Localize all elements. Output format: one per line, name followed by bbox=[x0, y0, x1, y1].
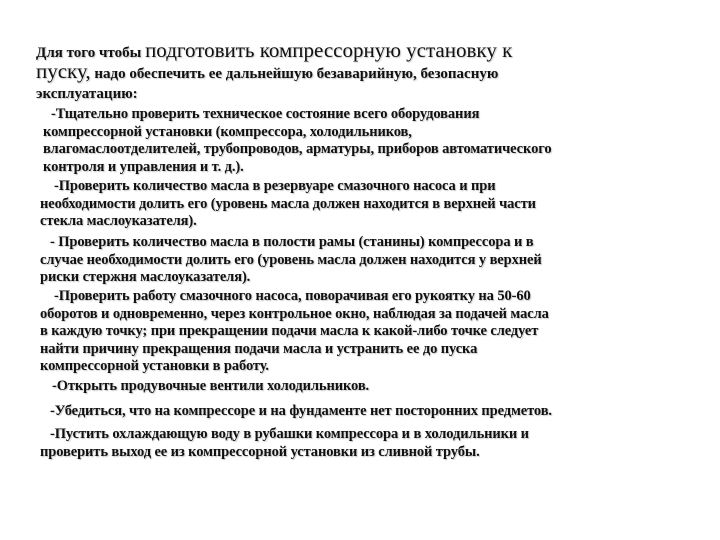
list-item-line: -Проверить количество масла в резервуаре смазочного насоса и при bbox=[54, 178, 496, 194]
intro-line-1 bbox=[36, 40, 512, 63]
intro-line-2-rest: надо обеспечить ее дальнейшую безаварийную, безопасную bbox=[90, 66, 499, 82]
intro-prefix: Для того чтобы bbox=[36, 45, 146, 61]
list-item-line: - Проверить количество масла в полости рамы (станины) компрессора и в bbox=[50, 234, 534, 250]
list-item-line: влагомаслоотделителей, трубопроводов, арматуры, приборов автоматического bbox=[43, 141, 552, 157]
list-item bbox=[40, 426, 529, 461]
list-item bbox=[40, 234, 542, 287]
intro-highlight: подготовить компрессорную установку к bbox=[145, 38, 513, 62]
list-item-line: риски стержня маслоуказателя). bbox=[40, 269, 251, 285]
list-item-line: -Пустить охлаждающую воду в рубашки компрессора и в холодильники и bbox=[50, 426, 529, 442]
list-item-line: случае необходимости долить его (уровень масла должен находится у верхней bbox=[40, 251, 542, 268]
list-item bbox=[40, 288, 549, 376]
list-item-line: -Тщательно проверить техническое состояние всего оборудования bbox=[51, 106, 480, 122]
intro-line-3: эксплуатацию: bbox=[36, 86, 138, 102]
intro-highlight-end: пуску, bbox=[36, 59, 91, 83]
list-item-line: -Открыть продувочные вентили холодильников. bbox=[52, 378, 370, 394]
list-item-line: найти причину прекращения подачи масла и устранить ее до пуска bbox=[40, 340, 478, 357]
list-item-line: стекла маслоуказателя). bbox=[40, 213, 197, 229]
list-item-line: -Проверить работу смазочного насоса, поворачивая его рукоятку на 50-60 bbox=[54, 288, 531, 304]
list-item-line: в каждую точку; при прекращении подачи масла к какой-либо точке следует bbox=[40, 323, 539, 339]
intro-paragraph bbox=[36, 40, 512, 104]
list-item bbox=[40, 178, 536, 231]
list-item bbox=[50, 403, 552, 421]
list-item-line: оборотов и одновременно, через контрольное окно, наблюдая за подачей масла bbox=[40, 305, 549, 322]
list-item-line: компрессорной установки (компрессора, холодильников, bbox=[43, 123, 412, 140]
list-item bbox=[43, 106, 552, 176]
list-item-line: необходимости долить его (уровень масла должен находится в верхней части bbox=[40, 195, 536, 212]
list-item-line: -Убедиться, что на компрессоре и на фундаменте нет посторонних предметов. bbox=[50, 403, 552, 419]
list-item-line: проверить выход ее из компрессорной установки из сливной трубы. bbox=[40, 443, 480, 460]
list-item-line: контроля и управления и т. д.). bbox=[43, 158, 244, 175]
intro-line-2 bbox=[36, 61, 512, 84]
list-item bbox=[52, 378, 369, 396]
list-item-line: компрессорной установки в работу. bbox=[40, 358, 269, 374]
